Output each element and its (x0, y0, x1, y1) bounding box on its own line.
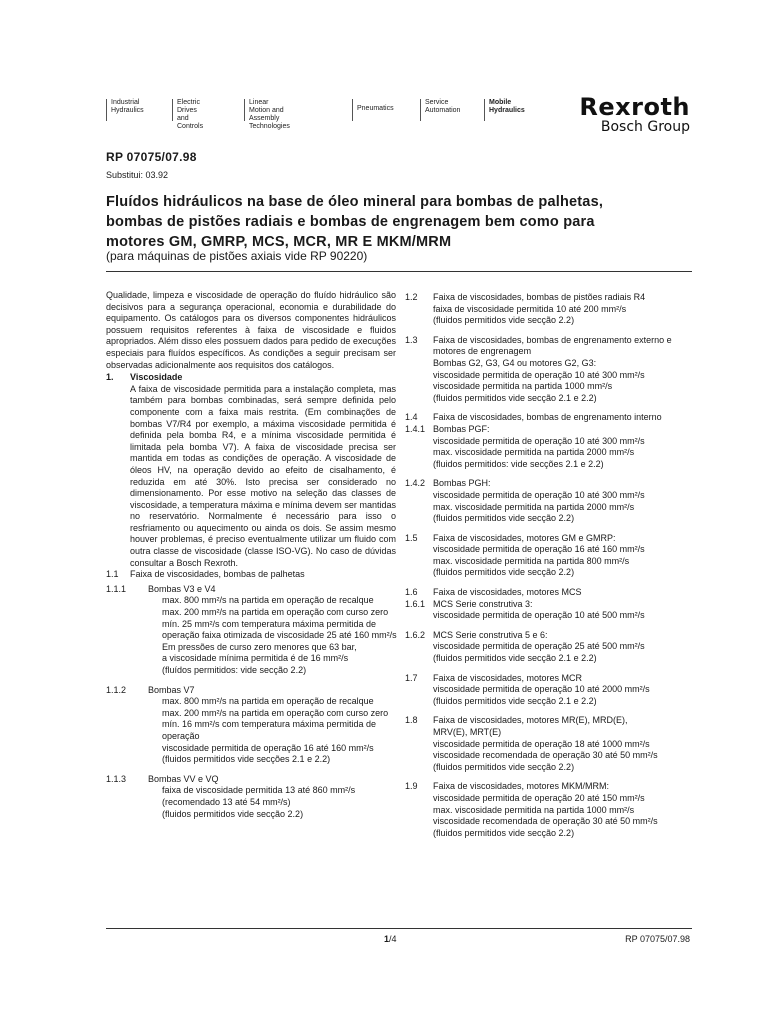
spec-line: viscosidade permitida de operação 25 até 500 mm²/s (433, 641, 645, 652)
spec-line: max. viscosidade permitida na partida 800 mm²/s (433, 555, 630, 566)
spec-line: max. 200 mm²/s na partida em operação com curso zero (162, 707, 389, 718)
section-number: 1. (106, 372, 114, 383)
spec-line: (fluidos permitidos: vide secções 2.1 e 2.2) (433, 458, 604, 469)
subsection-title: Faixa de viscosidades, motores MCR (433, 672, 583, 683)
spec-line: (fluidos permitidos vide secções 2.1 e 2.2) (162, 754, 331, 765)
spec-line: (fluidos permitidos vide secção 2.2) (433, 567, 575, 578)
subsection-number: 1.4.1 (405, 423, 426, 434)
subsection-title: Faixa de viscosidades, motores MKM/MRM: (433, 781, 610, 792)
spec-line: faixa de viscosidade permitida 13 até 860 mm²/s (162, 785, 356, 796)
subsection-1-2 (405, 292, 695, 327)
footer-document-id: RP 07075/07.98 (625, 934, 690, 944)
subsection-title: Faixa de viscosidades, bombas de engrenamento interno (433, 412, 662, 423)
spec-line: (fluidos permitidos vide secção 2.1 e 2.2) (433, 653, 597, 664)
spec-line: (recomendado 13 até 54 mm²/s) (162, 796, 291, 807)
subsection-title: Bombas PGH: (433, 478, 491, 489)
subsection-1-1-2 (106, 685, 396, 766)
subsection-title: Faixa de viscosidades, motores GM e GMRP: (433, 532, 616, 543)
subsection-number: 1.6 (405, 587, 418, 598)
subsection-1-1-1 (106, 584, 396, 677)
subsection-title: Bombas V3 e V4 (148, 583, 216, 594)
subsection-title: Faixa de viscosidades, motores MCS (433, 587, 582, 598)
spec-line: (fluidos permitidos vide secção 2.1 e 2.2) (433, 392, 597, 403)
subsection-number: 1.7 (405, 672, 418, 683)
brand-name: Rexroth (579, 93, 690, 121)
subsection-title: Faixa de viscosidades, motores MR(E), MRD(E), (433, 715, 628, 726)
left-column (106, 290, 396, 820)
spec-line: max. viscosidade permitida na partida 2000 mm²/s (433, 501, 635, 512)
spec-line: viscosidade permitida de operação 10 até 300 mm²/s (433, 369, 645, 380)
subsection-number: 1.1.2 (106, 684, 127, 695)
subsection-1-3 (405, 335, 695, 405)
spec-line: MRV(E), MRT(E) (433, 727, 502, 737)
subsection-title: Bombas VV e VQ (148, 773, 219, 784)
section-paragraph: A faixa de viscosidade permitida para a instalação completa, mas também para bombas combinadas, será sempre definida pelo componente com a faixa mais restrita. (Em combinações de bombas V7/R4 por exemplo, a máxima viscosidade permitida é definida pela bomba R4, e a mínima viscosidade permitida é limitada pela bomba V7). A faixa de viscosidade precisa ser mantida em todas as condições de operação. A viscosidade de óleos HV, na operação devido ao efeito de cisalhamento, é reduzida em até 30%. Isto precisa ser considerado no dimensionamento. Por esse motivo na seleção das classes de viscosidade, a temperatura máxima e mínima devem ser mantidas no reservatório. Normalmente é necessário para isso o resfriamento ou aquecimento ou ainda os dois. Se assim mesmo houver problemas, é preciso eventualmente utilizar um fluido com outra classe de viscosidade (classe ISO-VG). No caso de dúvidas consultar a Bosch Rexroth. (130, 383, 396, 568)
section-title: Viscosidade (130, 372, 183, 383)
subsection-number: 1.4.2 (405, 478, 426, 489)
section-heading (106, 372, 396, 384)
title-line: Fluídos hidráulicos na base de óleo mineral para bombas de palhetas, (106, 194, 604, 210)
spec-line: Em pressões de curso zero menores que 63 bar, (162, 641, 357, 652)
subsection-number: 1.3 (405, 334, 418, 345)
subsection-number: 1.2 (405, 292, 418, 302)
spec-line: viscosidade permitida de operação 18 até 1000 mm²/s (433, 738, 650, 749)
division-linear-motion: Linear Motion and Assembly Technologies (244, 99, 290, 121)
subsection-1-8 (405, 715, 695, 773)
spec-line: viscosidade permitida de operação 10 até 300 mm²/s (433, 435, 645, 446)
footer-divider (106, 928, 692, 929)
spec-line: (fluidos permitidos vide secção 2.2) (433, 513, 575, 524)
document-id: RP 07075/07.98 (106, 150, 197, 164)
header-divider (106, 271, 692, 272)
spec-line: motores de engrenagem (433, 346, 532, 357)
spec-line: viscosidade permitida de operação 10 até 300 mm²/s (433, 489, 645, 500)
subsection-title: MCS Serie construtiva 5 e 6: (433, 629, 548, 640)
document-title (106, 192, 666, 252)
right-column (405, 292, 695, 839)
subsection-1-1 (106, 569, 396, 581)
division-service-automation: Service Automation (420, 99, 460, 121)
subsection-number: 1.9 (405, 781, 418, 792)
spec-line: viscosidade permitida de operação 10 até 500 mm²/s (433, 610, 645, 621)
spec-line: max. viscosidade permitida na partida 2000 mm²/s (433, 447, 635, 458)
subsection-number: 1.1 (106, 569, 119, 580)
spec-line: operação (162, 730, 200, 741)
subsection-title: Faixa de viscosidades, bombas de pistões radiais R4 (433, 292, 646, 302)
spec-line: viscosidade recomendada de operação 30 até 50 mm²/s (433, 816, 658, 827)
spec-line: (fluidos permitidos vide secção 2.2) (433, 761, 575, 772)
spec-line: (fluídos permitidos: vide secção 2.2) (162, 665, 307, 675)
spec-line: viscosidade permitida de operação 10 até 2000 mm²/s (433, 684, 650, 695)
subsection-title: Bombas V7 (148, 684, 195, 695)
spec-line: max. 200 mm²/s na partida em operação com curso zero (162, 607, 389, 618)
subsection-number: 1.6.1 (405, 598, 426, 609)
division-industrial-hydraulics: Industrial Hydraulics (106, 99, 144, 121)
page-total: /4 (389, 934, 397, 944)
subsection-1-6-1 (405, 599, 695, 622)
spec-line: viscosidade permitida de operação 16 até 160 mm²/s (162, 742, 374, 753)
spec-line: viscosidade permitida de operação 20 até 150 mm²/s (433, 792, 645, 803)
spec-line: max. 800 mm²/s na partida em operação de recalque (162, 696, 374, 707)
page-number (384, 934, 397, 944)
spec-line: (fluidos permitidos vide secção 2.2) (162, 808, 304, 819)
spec-line: (fluidos permitidos vide secção 2.1 e 2.2) (433, 695, 597, 706)
division-electric-drives: Electric Drives and Controls (172, 99, 203, 121)
subsection-title: Faixa de viscosidades, bombas de engrenamento externo e (433, 334, 672, 345)
spec-line: viscosidade recomendada de operação 30 até 50 mm²/s (433, 750, 658, 761)
spec-line: viscosidade permitida de operação 16 até 160 mm²/s (433, 544, 645, 555)
subsection-1-5 (405, 533, 695, 579)
subsection-1-9 (405, 781, 695, 839)
spec-line: mín. 25 mm²/s com temperatura máxima permitida de (162, 618, 377, 629)
spec-line: mín. 16 mm²/s com temperatura máxima permitida de (162, 719, 377, 730)
title-line: bombas de pistões radiais e bombas de engrenagem bem como para (106, 214, 595, 230)
spec-line: max. viscosidade permitida na partida 1000 mm²/s (433, 804, 635, 815)
subsection-1-7 (405, 673, 695, 708)
subsection-number: 1.8 (405, 715, 418, 726)
spec-line: (fluidos permitidos vide secção 2.2) (433, 827, 575, 838)
division-mobile-hydraulics: Mobile Hydraulics (484, 99, 525, 121)
subsection-1-6-2 (405, 630, 695, 665)
subsection-number: 1.4 (405, 412, 418, 423)
spec-line: faixa de viscosidade permitida 10 até 200 mm²/s (433, 303, 627, 314)
spec-line: max. 800 mm²/s na partida em operação de recalque (162, 595, 374, 606)
subsection-1-1-3 (106, 774, 396, 820)
spec-line: viscosidade permitida na partida 1000 mm²/s (433, 381, 613, 392)
spec-line: Bombas G2, G3, G4 ou motores G2, G3: (433, 357, 597, 368)
subsection-number: 1.1.1 (106, 583, 127, 594)
division-pneumatics: Pneumatics (352, 99, 394, 121)
subsection-title: Bombas PGF: (433, 423, 490, 434)
spec-line: (fluidos permitidos vide secção 2.2) (433, 315, 575, 326)
subsection-1-4-2 (405, 478, 695, 524)
subsection-title: MCS Serie construtiva 3: (433, 598, 533, 609)
subsection-1-6 (405, 587, 695, 599)
brand-subtitle: Bosch Group (600, 119, 690, 135)
title-line: motores GM, GMRP, MCS, MCR, MR E MKM/MRM (106, 234, 452, 250)
subsection-number: 1.5 (405, 532, 418, 543)
document-subtitle: (para máquinas de pistões axiais vide RP 90220) (106, 249, 368, 263)
subsection-1-4-1 (405, 424, 695, 470)
brand-logo (579, 95, 690, 135)
subsection-title: Faixa de viscosidades, bombas de palhetas (130, 569, 305, 580)
subsection-1-4 (405, 412, 695, 424)
subsection-number: 1.1.3 (106, 773, 127, 784)
intro-paragraph: Qualidade, limpeza e viscosidade de operação do fluído hidráulico são decisivos para a segurança operacional, economia e durabilidade do equipamento. Os catálogos para os diversos componentes hidráulicos possuem requisitos referentes à faixa de viscosidade e fluidos apropriados. Além disso eles possuem dados para pedido de execuções especiais para fluídos específicos. As condições a seguir precisam ser observadas adicionalmente aos requisitos dos catálogos. (106, 290, 396, 370)
supersedes-note: Substitui: 03.92 (106, 170, 169, 180)
spec-line: operação faixa otimizada de viscosidade 25 até 160 mm²/s (162, 630, 397, 641)
spec-line: a viscosidade mínima permitida é de 16 mm²/s (162, 653, 349, 664)
page-current: 1 (384, 934, 390, 944)
subsection-number: 1.6.2 (405, 629, 426, 640)
